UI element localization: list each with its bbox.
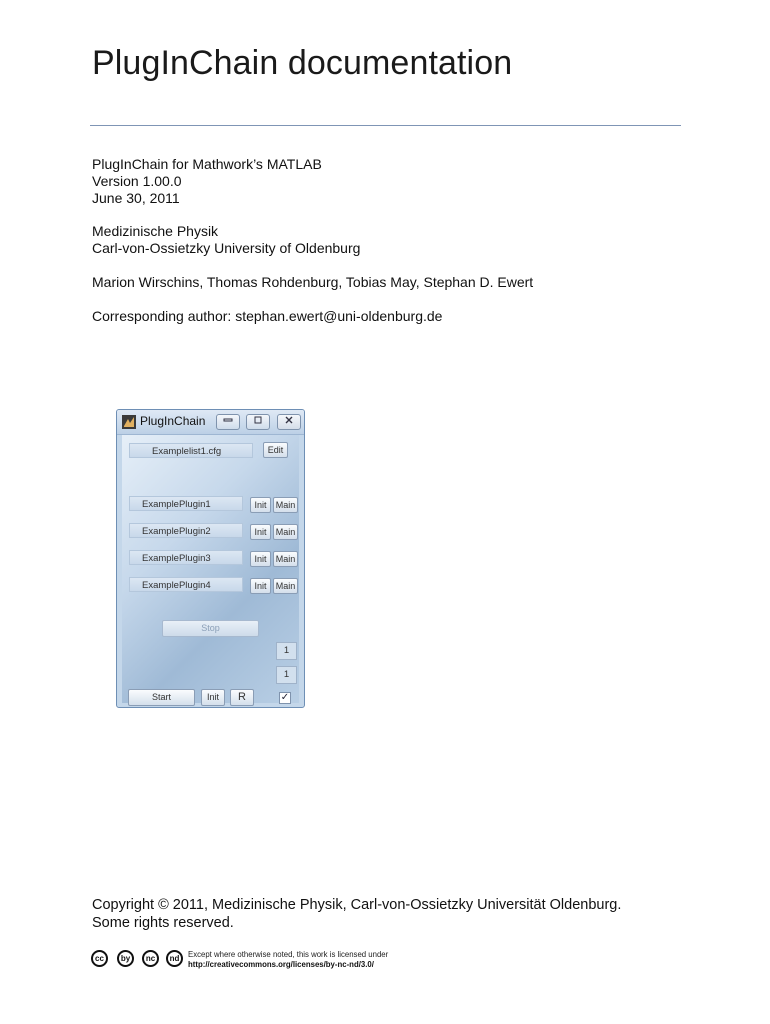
start-button[interactable]: Start [128,689,195,706]
window-titlebar [117,410,304,435]
config-file-field[interactable]: Examplelist1.cfg [129,443,253,458]
plugin-init-button[interactable]: Init [250,578,271,594]
copyright-line: Copyright © 2011, Medizinische Physik, Carl-von-Ossietzky Universität Oldenburg. [92,897,622,913]
option-checkbox[interactable]: ✓ [280,692,290,703]
rights-line: Some rights reserved. [92,915,234,931]
window-title: PlugInChain [140,414,206,428]
window-body [122,435,299,703]
init-all-button[interactable]: Init [201,689,225,706]
corresponding-text: Corresponding author: stephan.ewert@uni-oldenburg.de [92,308,443,324]
date-line: June 30, 2011 [92,190,180,206]
plugin-main-button[interactable]: Main [273,497,298,513]
reset-button[interactable]: R [230,689,254,706]
plugin-name-field[interactable]: ExamplePlugin3 [129,550,243,565]
plugin-main-button[interactable]: Main [273,524,298,540]
noncommercial-icon: nc [142,950,159,967]
header-block [92,156,322,207]
minimize-button[interactable] [216,414,240,430]
plugin-name-field[interactable]: ExamplePlugin4 [129,577,243,592]
university-line: Carl-von-Ossietzky University of Oldenburg [92,240,361,256]
plugin-main-button[interactable]: Main [273,551,298,567]
edit-button[interactable]: Edit [263,442,288,458]
plugin-init-button[interactable]: Init [250,524,271,540]
minimize-icon [223,415,233,425]
counter-display: 1 [276,642,297,660]
affiliation-block [92,223,360,257]
document-title: PlugInChain documentation [92,44,513,82]
maximize-button[interactable] [246,414,270,430]
corresponding-line [92,308,442,325]
authors-text: Marion Wirschins, Thomas Rohdenburg, Tobias May, Stephan D. Ewert [92,274,534,290]
noderivatives-icon: nd [166,950,183,967]
close-button[interactable] [277,414,301,430]
title-divider [90,125,681,126]
pluginchain-window [116,409,305,708]
plugin-init-button[interactable]: Init [250,497,271,513]
cc-icon: cc [91,950,108,967]
copyright-block [92,896,621,932]
version-line: Version 1.00.0 [92,173,182,189]
counter-display: 1 [276,666,297,684]
product-line: PlugInChain for Mathwork’s MATLAB [92,156,322,172]
plugin-name-field[interactable]: ExamplePlugin2 [129,523,243,538]
license-text [188,950,388,970]
license-link[interactable]: http://creativecommons.org/licenses/by-nc-nd/3.0/ [188,960,374,969]
plugin-init-button[interactable]: Init [250,551,271,567]
plugin-name-field[interactable]: ExamplePlugin1 [129,496,243,511]
stop-button[interactable]: Stop [162,620,259,637]
license-line: Except where otherwise noted, this work is licensed under [188,950,389,959]
by-attribution-icon: by [117,950,134,967]
close-icon [284,415,294,425]
maximize-icon [253,415,263,425]
department-line: Medizinische Physik [92,223,219,239]
plugin-main-button[interactable]: Main [273,578,298,594]
matlab-icon [122,415,136,429]
authors-line [92,274,533,291]
